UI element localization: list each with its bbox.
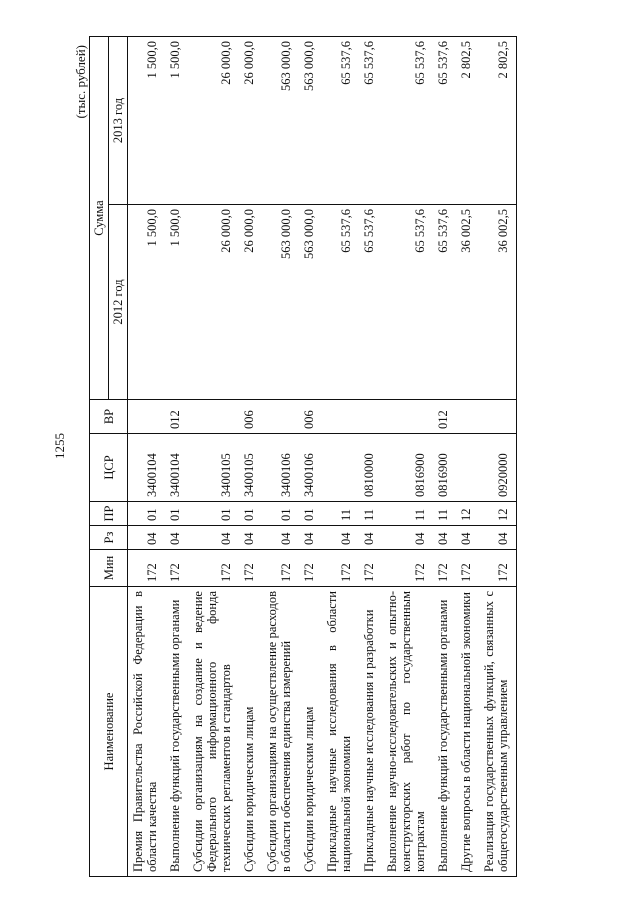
row-sum-2013: 26 000,0: [239, 37, 262, 205]
row-pr: 12: [456, 502, 479, 526]
row-pr: 11: [359, 502, 382, 526]
row-name: Субсидии организациям на создание и ведение Федерального информационного фонда технических регламентов и стандартов: [188, 587, 239, 877]
row-name: Другие вопросы в области национальной экономики: [456, 587, 479, 877]
row-min: 172: [456, 550, 479, 587]
row-pr: 01: [262, 502, 299, 526]
row-name: Прикладные научные исследования в области национальной экономики: [322, 587, 359, 877]
row-sum-2013: 563 000,0: [262, 37, 299, 205]
row-sum-2013: 563 000,0: [299, 37, 322, 205]
row-sum-2013: 65 537,6: [382, 37, 433, 205]
row-vr: [188, 400, 239, 434]
header-pr: ПР: [90, 502, 128, 526]
row-sum-2013: 26 000,0: [188, 37, 239, 205]
row-sum-2012: 1 500,0: [128, 205, 166, 400]
row-min: 172: [433, 550, 456, 587]
row-sum-2013: 1 500,0: [165, 37, 188, 205]
row-pr: 11: [382, 502, 433, 526]
row-rz: 04: [165, 526, 188, 550]
row-csr: 3400104: [165, 434, 188, 502]
row-name: Субсидии юридическим лицам: [239, 587, 262, 877]
row-name: Субсидии организациям на осуществление расходов в области обеспечения единства измерений: [262, 587, 299, 877]
row-min: 172: [239, 550, 262, 587]
row-min: 172: [165, 550, 188, 587]
row-pr: 01: [165, 502, 188, 526]
row-rz: 04: [433, 526, 456, 550]
row-vr: 012: [433, 400, 456, 434]
row-min: 172: [128, 550, 166, 587]
row-min: 172: [479, 550, 517, 587]
table-row: [262, 37, 299, 877]
row-csr: [322, 434, 359, 502]
row-vr: [322, 400, 359, 434]
header-name: Наименование: [90, 587, 128, 877]
row-rz: 04: [479, 526, 517, 550]
row-name: Прикладные научные исследования и разработки: [359, 587, 382, 877]
row-rz: 04: [262, 526, 299, 550]
row-vr: [479, 400, 517, 434]
table-row: [479, 37, 517, 877]
row-min: 172: [299, 550, 322, 587]
table-row: [299, 37, 322, 877]
row-pr: 01: [188, 502, 239, 526]
row-sum-2012: 65 537,6: [433, 205, 456, 400]
row-min: 172: [382, 550, 433, 587]
row-sum-2012: 65 537,6: [322, 205, 359, 400]
row-rz: 04: [382, 526, 433, 550]
row-sum-2012: 26 000,0: [239, 205, 262, 400]
row-pr: 12: [479, 502, 517, 526]
row-pr: 11: [433, 502, 456, 526]
row-csr: 3400106: [299, 434, 322, 502]
row-sum-2012: 563 000,0: [299, 205, 322, 400]
row-sum-2012: 65 537,6: [382, 205, 433, 400]
row-csr: 0810000: [359, 434, 382, 502]
row-min: 172: [262, 550, 299, 587]
row-vr: [382, 400, 433, 434]
row-pr: 11: [322, 502, 359, 526]
table-row: [239, 37, 262, 877]
row-vr: [262, 400, 299, 434]
header-row-1: [90, 37, 109, 877]
row-name: Выполнение функций государственными органами: [433, 587, 456, 877]
header-year-2012: 2012 год: [109, 205, 128, 400]
row-sum-2013: 65 537,6: [433, 37, 456, 205]
row-name: Премия Правительства Российской Федерации в области качества: [128, 587, 166, 877]
row-min: 172: [322, 550, 359, 587]
row-min: 172: [359, 550, 382, 587]
header-rz: Рз: [90, 526, 128, 550]
header-csr: ЦСР: [90, 434, 128, 502]
row-sum-2012: 36 002,5: [479, 205, 517, 400]
row-vr: [359, 400, 382, 434]
row-vr: 006: [239, 400, 262, 434]
table-row: [128, 37, 166, 877]
row-min: 172: [188, 550, 239, 587]
row-csr: 0816900: [433, 434, 456, 502]
row-sum-2013: 2 802,5: [456, 37, 479, 205]
header-min: Мин: [90, 550, 128, 587]
row-csr: 3400104: [128, 434, 166, 502]
row-name: Выполнение научно-исследовательских и опытно-конструкторских работ по государственным контрактам: [382, 587, 433, 877]
row-sum-2012: 1 500,0: [165, 205, 188, 400]
table-row: [188, 37, 239, 877]
budget-table: [89, 36, 517, 877]
table-row: [165, 37, 188, 877]
row-name: Реализация государственных функций, связанных с общегосударственным управлением: [479, 587, 517, 877]
row-sum-2013: 65 537,6: [359, 37, 382, 205]
row-vr: 006: [299, 400, 322, 434]
row-rz: 04: [456, 526, 479, 550]
units-note: (тыс. рублей): [73, 45, 88, 119]
row-rz: 04: [299, 526, 322, 550]
table-row: [456, 37, 479, 877]
row-name: Выполнение функций государственными органами: [165, 587, 188, 877]
row-rz: 04: [128, 526, 166, 550]
table-row: [322, 37, 359, 877]
row-sum-2013: 2 802,5: [479, 37, 517, 205]
row-sum-2012: 36 002,5: [456, 205, 479, 400]
row-csr: 0816900: [382, 434, 433, 502]
row-pr: 01: [128, 502, 166, 526]
row-pr: 01: [299, 502, 322, 526]
table-row: [433, 37, 456, 877]
row-csr: 0920000: [479, 434, 517, 502]
table-row: [359, 37, 382, 877]
row-rz: 04: [239, 526, 262, 550]
row-vr: 012: [165, 400, 188, 434]
row-sum-2013: 65 537,6: [322, 37, 359, 205]
row-csr: [456, 434, 479, 502]
row-csr: 3400106: [262, 434, 299, 502]
header-vr: ВР: [90, 400, 128, 434]
header-year-2013: 2013 год: [109, 37, 128, 205]
page-number: 1255: [52, 433, 67, 459]
row-pr: 01: [239, 502, 262, 526]
row-rz: 04: [322, 526, 359, 550]
row-sum-2013: 1 500,0: [128, 37, 166, 205]
rotated-page-content: [71, 37, 571, 877]
row-sum-2012: 26 000,0: [188, 205, 239, 400]
header-sum: Сумма: [90, 37, 109, 400]
row-csr: 3400105: [188, 434, 239, 502]
row-vr: [128, 400, 166, 434]
row-vr: [456, 400, 479, 434]
row-sum-2012: 65 537,6: [359, 205, 382, 400]
row-rz: 04: [188, 526, 239, 550]
table-row: [382, 37, 433, 877]
row-csr: 3400105: [239, 434, 262, 502]
row-rz: 04: [359, 526, 382, 550]
row-sum-2012: 563 000,0: [262, 205, 299, 400]
row-name: Субсидии юридическим лицам: [299, 587, 322, 877]
